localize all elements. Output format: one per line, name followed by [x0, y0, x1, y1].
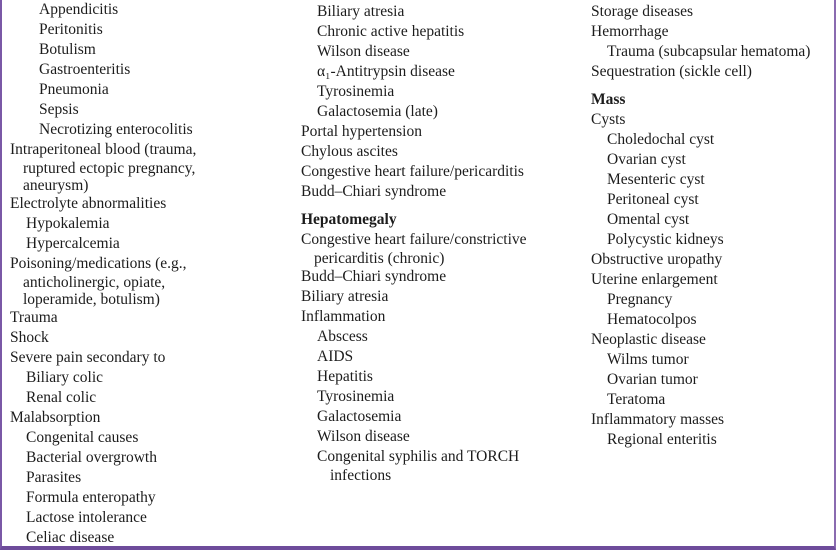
list-item: Teratoma [607, 391, 666, 408]
list-item: Wilson disease [317, 428, 410, 445]
list-item: Biliary atresia [301, 288, 389, 305]
list-item: infections [330, 467, 392, 484]
list-item: Hepatitis [317, 368, 373, 385]
list-item: Shock [10, 329, 49, 346]
list-item: Appendicitis [39, 1, 119, 18]
list-item: Trauma [10, 309, 58, 326]
list-item: Tyrosinemia [317, 83, 395, 100]
list-item: Hemorrhage [591, 23, 669, 40]
list-item: Abscess [317, 328, 368, 345]
list-item: Chylous ascites [301, 143, 398, 160]
list-item: Galactosemia [317, 408, 402, 425]
list-item: Congestive heart failure/constrictive [301, 231, 527, 248]
list-item: Congenital syphilis and TORCH [317, 448, 520, 465]
list-item: Malabsorption [10, 409, 101, 426]
list-item: Omental cyst [607, 211, 690, 228]
list-item: Severe pain secondary to [10, 349, 166, 366]
list-item: Tyrosinemia [317, 388, 395, 405]
list-item: Ovarian tumor [607, 371, 698, 388]
list-item: Sepsis [39, 101, 79, 118]
list-item: aneurysm) [23, 177, 89, 194]
list-item: Electrolyte abnormalities [10, 195, 167, 212]
list-item: Trauma (subcapsular hematoma) [607, 43, 811, 60]
list-item: Pregnancy [607, 291, 673, 308]
list-item: Wilms tumor [607, 351, 689, 368]
list-item: Ovarian cyst [607, 151, 686, 168]
list-item: Mesenteric cyst [607, 171, 705, 188]
list-item: Uterine enlargement [591, 271, 718, 288]
list-item: Gastroenteritis [39, 61, 131, 78]
list-item: Lactose intolerance [26, 509, 147, 526]
list-item: Hypokalemia [26, 215, 110, 232]
list-item: Obstructive uropathy [591, 251, 723, 268]
list-item: loperamide, botulism) [23, 291, 160, 308]
list-item: Budd–Chiari syndrome [301, 183, 447, 200]
list-item: AIDS [317, 348, 354, 365]
list-column-left [10, 0, 290, 548]
list-item: Congestive heart failure/pericarditis [301, 163, 524, 180]
list-item: Pneumonia [39, 81, 109, 98]
list-item: Choledochal cyst [607, 131, 715, 148]
list-item: Biliary colic [26, 369, 104, 386]
list-item: Portal hypertension [301, 123, 422, 140]
list-item: Chronic active hepatitis [317, 23, 465, 40]
list-item: Hematocolpos [607, 311, 697, 328]
list-item: ruptured ectopic pregnancy, [23, 160, 196, 177]
list-item: Peritonitis [39, 21, 103, 38]
list-item: Inflammatory masses [591, 411, 725, 428]
list-item: Necrotizing enterocolitis [39, 121, 193, 138]
list-item: Congenital causes [26, 429, 139, 446]
list-item: Galactosemia (late) [317, 103, 438, 120]
list-item: Botulism [39, 41, 96, 58]
list-item: Celiac disease [26, 529, 115, 546]
list-item: Poisoning/medications (e.g., [10, 255, 187, 272]
list-column-right [591, 2, 831, 450]
list-item: Hypercalcemia [26, 235, 120, 252]
list-column-middle [301, 2, 586, 484]
list-item: α₁-Antitrypsin disease [317, 63, 455, 80]
list-item: pericarditis (chronic) [314, 250, 445, 267]
list-item: Cysts [591, 111, 626, 128]
list-item: Wilson disease [317, 43, 410, 60]
list-item: Regional enteritis [607, 431, 717, 448]
list-item: Inflammation [301, 308, 386, 325]
list-item: Storage diseases [591, 3, 694, 20]
list-item: anticholinergic, opiate, [23, 274, 166, 291]
list-item: Polycystic kidneys [607, 231, 724, 248]
list-item: Bacterial overgrowth [26, 449, 157, 466]
list-item: Neoplastic disease [591, 331, 706, 348]
list-item: Peritoneal cyst [607, 191, 699, 208]
list-item: Hepatomegaly [301, 211, 397, 228]
list-item: Formula enteropathy [26, 489, 156, 506]
list-item: Mass [591, 91, 626, 108]
list-item: Sequestration (sickle cell) [591, 63, 752, 80]
list-item: Intraperitoneal blood (trauma, [10, 141, 197, 158]
list-item: Renal colic [26, 389, 97, 406]
list-item: Budd–Chiari syndrome [301, 268, 447, 285]
list-item: Parasites [26, 469, 82, 486]
list-item: Biliary atresia [317, 3, 405, 20]
